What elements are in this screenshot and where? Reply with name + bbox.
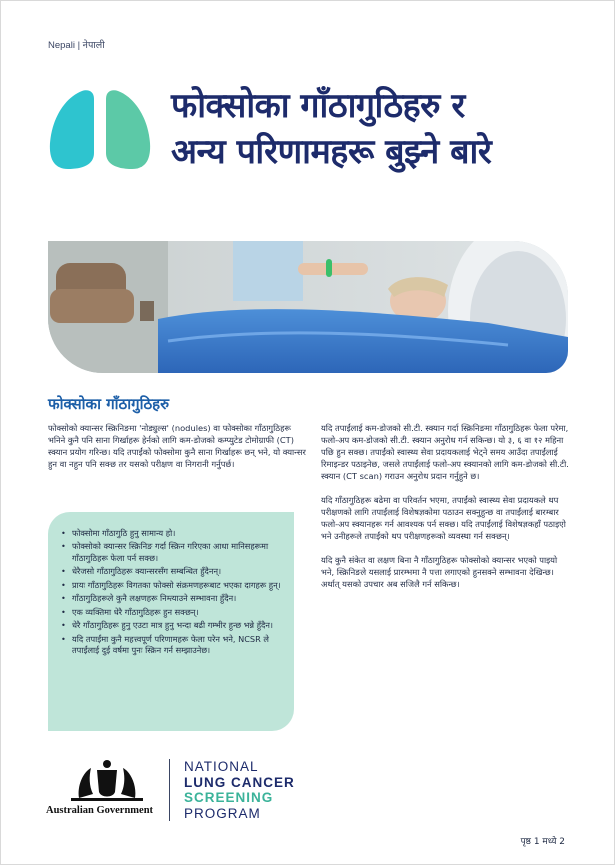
footer-divider <box>169 759 170 821</box>
intro-paragraph: फोक्सोको क्यान्सर स्क्रिनिङमा 'नोड्युल्स' (nodules) वा फोक्सोका गाँठागुठिहरू भनिने कुनै पनि साना गिर्खाहरू हेर्नको लागि कम-डोजको कम्प्युटेड टोमोग्राफी (CT) स्क्यान प्रयोग गरिन्छ। यदि तपाईंको फोक्सोमा कुनै साना गिर्खाहरू छन् भने, यो क्यान्सर हुन वा नहुन पनि सक्छ तर यसको परीक्षण वा निगरानी गर्नुपर्छ। <box>48 423 306 469</box>
ct-scan-illustration <box>48 241 568 373</box>
title-line-2: अन्य परिणामहरू बुझ्ने बारे <box>171 132 492 172</box>
list-item: • प्रायः गाँठागुठिहरू विगतका फोक्सो संक्रमणहरूबाट भएका दागहरू हुन्। <box>60 580 284 591</box>
list-item: • एक व्यक्तिमा धेरै गाँठागुठिहरू हुन सक्छन्। <box>60 607 284 618</box>
page-title <box>171 83 591 175</box>
list-item: • धेरै गाँठागुठिहरू हुनु एउटा मात्र हुनु भन्दा बढी गम्भीर हुन्छ भन्ने हुँदैन। <box>60 620 284 631</box>
program-line-3: SCREENING <box>184 790 274 805</box>
list-item: • फोक्सोको क्यान्सर स्क्रिनिङ गर्दा स्क्रिन गरिएका आधा मानिसहरूमा गाँठागुठिहरू फेला पर्न सक्छ। <box>60 541 284 564</box>
government-label: Australian Government <box>46 805 154 816</box>
program-logo <box>184 759 295 821</box>
ct-scan-photo <box>48 241 568 373</box>
right-column <box>321 422 569 602</box>
key-facts-box <box>48 512 294 731</box>
program-line-1: NATIONAL <box>184 759 259 774</box>
program-line-4: PROGRAM <box>184 805 261 821</box>
key-facts-list <box>60 528 284 656</box>
paragraph-specialist: यदि गाँठागुठिहरू बढेमा वा परिवर्तन भएमा, तपाईंको स्वास्थ्य सेवा प्रदायकले थप परीक्षणको लागि तपाईंलाई विशेषज्ञकोमा पठाउन सक्नुहुन्छ वा तपाईंलाई बारम्बार फलो-अप स्क्यानहरू गर्न आवश्यक पर्न सक्छ। यदि तपाईंलाई विशेषज्ञकहाँ पठाइएो भने उनीहरूले तपाईंको थप परीक्षणहरूको व्यवस्था गर्न सक्छन्। <box>321 495 566 541</box>
paragraph-follow-up: यदि तपाईंलाई कम-डोजको सी.टी. स्क्यान गर्दा स्क्रिनिङमा गाँठागुठिहरू फेला परेमा, फलो-अप कम-डोजको सी.टी. स्क्यान अनुरोध गर्न सकिन्छ। यो ३, ६ वा १२ महिना पछि हुन सक्छ। तपाईंको स्वास्थ्य सेवा प्रदायकलाई भेट्ने समय आउँदा तपाईंलाई रिमाइन्डर पठाइनेछ, जसले तपाईंलाई फलो-अप स्क्यानको लागि कम-डोजको सी.टी. स्क्यान (CT scan) गराउन अनुरोध प्रदान गर्नुहुने छ। <box>321 423 569 481</box>
program-line-2: LUNG CANCER <box>184 774 295 790</box>
list-item: • धेरैजसो गाँठागुठिहरू क्यान्सरसँग सम्बन्धित हुँदैनन्। <box>60 566 284 577</box>
list-item: • गाँठागुठिहरूले कुनै लक्षणहरू निम्त्याउने सम्भावना हुँदैन। <box>60 593 284 604</box>
list-item: • फोक्सोमा गाँठागुठि हुनु सामान्य हो। <box>60 528 284 539</box>
list-item: • यदि तपाईंमा कुनै महत्त्वपूर्ण परिणामहरू फेला परेन भने, NCSR ले तपाईंलाई दुई वर्षमा पुनः स्क्रिन गर्न सम्झाउनेछ। <box>60 634 284 657</box>
australian-government-crest-icon <box>59 758 155 802</box>
page-number: पृष्ठ 1 मध्ये 2 <box>520 837 565 847</box>
section-heading: फोक्सोका गाँठागुठिहरु <box>48 395 170 413</box>
language-label: Nepali | नेपाली <box>48 40 105 51</box>
lungs-icon <box>48 87 152 171</box>
title-line-1: फोक्सोका गाँठागुठिहरु र <box>171 86 465 126</box>
paragraph-early-detection: यदि कुनै संकेत वा लक्षण बिना नै गाँठागुठिहरू फोक्सोको क्यान्सर भएको पाइयो भने, स्क्रिनिङले यसलाई प्रारम्भमा नै पत्ता लगाएको हुनसक्ने सम्भावना देखिन्छ। अर्थात् यसको उपचार अब सजिलै गर्न सकिन्छ। <box>321 555 558 589</box>
